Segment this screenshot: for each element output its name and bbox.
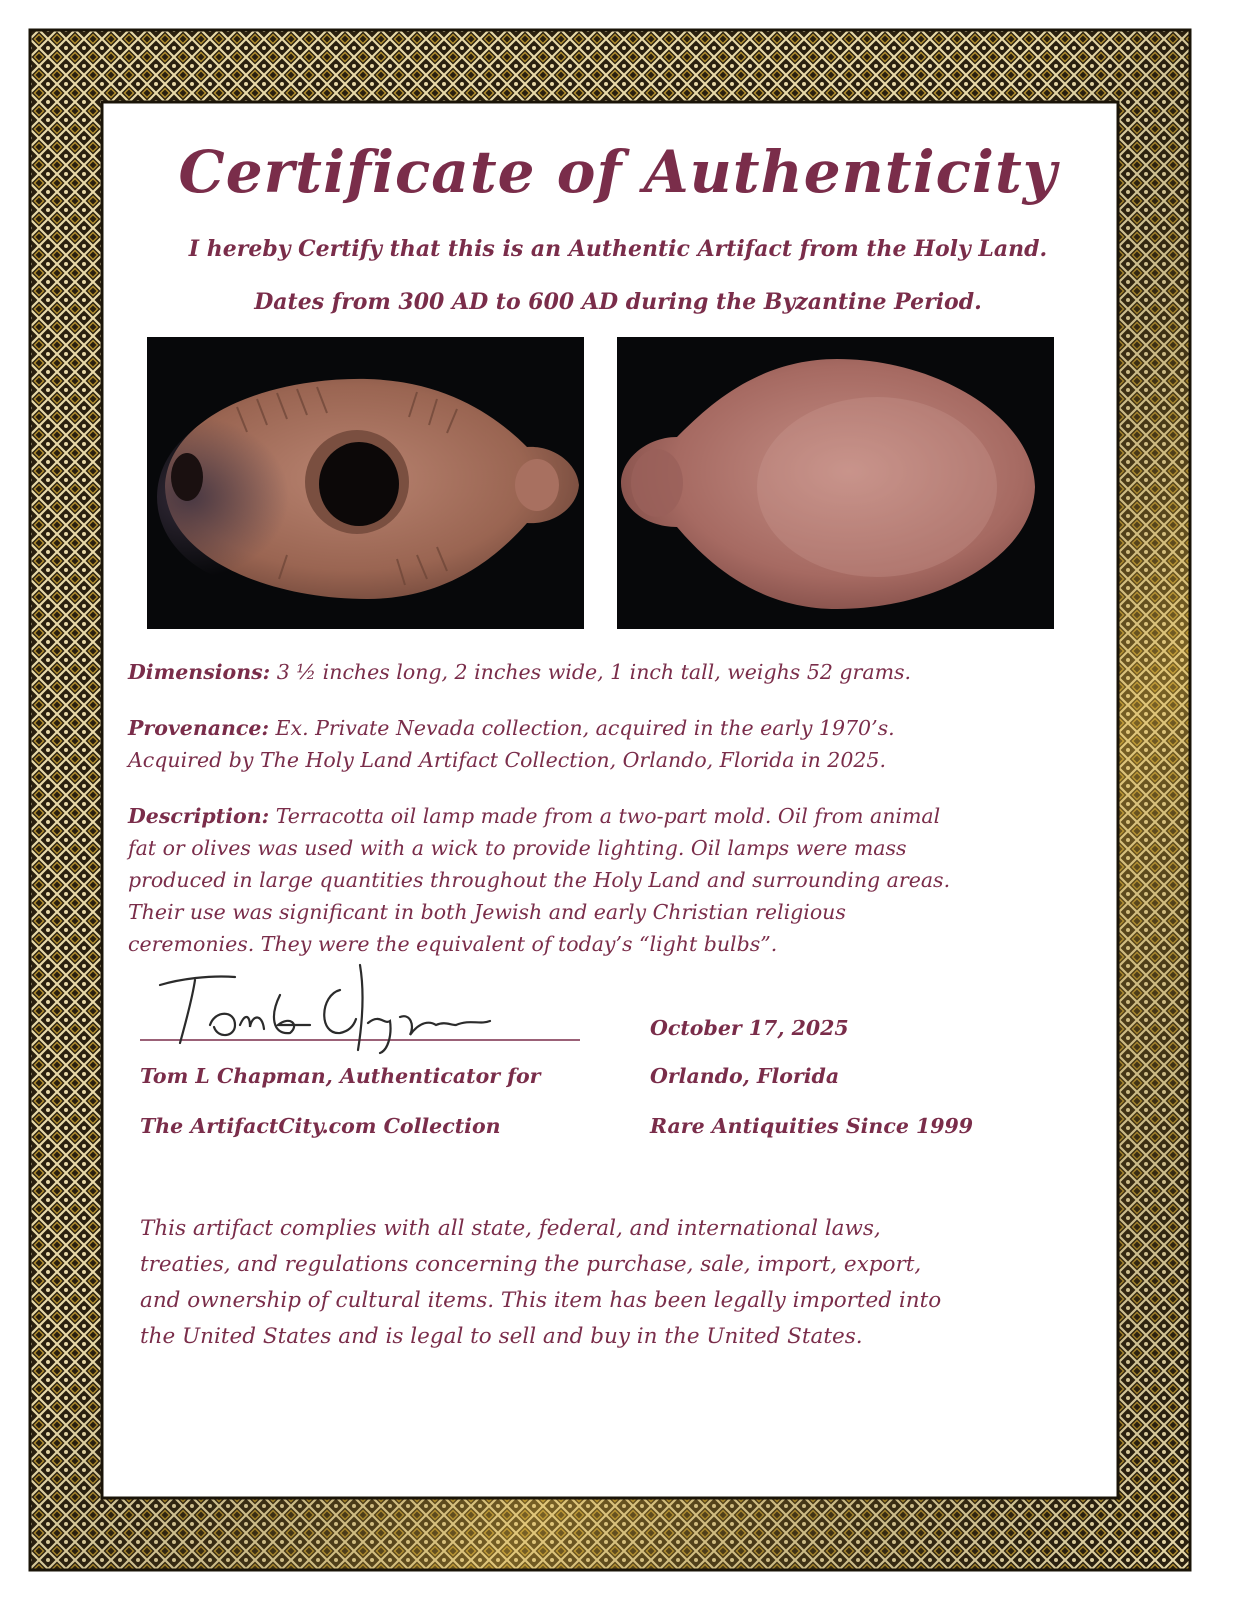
legal-compliance-statement (140, 1211, 1100, 1355)
description-line: Their use was significant in both Jewish and early Christian religious (128, 900, 846, 924)
description-label: Description: (128, 804, 270, 828)
description-line: fat or olives was used with a wick to provide lighting. Oil lamps were mass (128, 836, 907, 860)
dimensions-paragraph (128, 656, 1118, 688)
legal-line: and ownership of cultural items. This item has been legally imported into (140, 1288, 942, 1313)
lamp-bottom-photo (617, 337, 1054, 629)
description-line: ceremonies. They were the equivalent of today’s “light bulbs”. (128, 932, 778, 956)
provenance-line: Acquired by The Holy Land Artifact Collection, Orlando, Florida in 2025. (128, 748, 886, 772)
certify-statement: I hereby Certify that this is an Authentic Artifact from the Holy Land. (188, 236, 1048, 262)
legal-line: the United States and is legal to sell and buy in the United States. (140, 1324, 863, 1349)
legal-line: treaties, and regulations concerning the purchase, sale, import, export, (140, 1252, 922, 1277)
provenance-paragraph (128, 712, 1118, 776)
certificate-title: Certificate of Authenticity (178, 138, 1058, 206)
description-line: produced in large quantities throughout the Holy Land and surrounding areas. (128, 868, 951, 892)
authenticator-collection: The ArtifactCity.com Collection (140, 1114, 501, 1138)
issue-date: October 17, 2025 (650, 1016, 849, 1040)
description-line: Terracotta oil lamp made from a two-part mold. Oil from animal (269, 804, 941, 828)
authenticator-signature (140, 955, 600, 1055)
provenance-line: Ex. Private Nevada collection, acquired in the early 1970’s. (269, 716, 895, 740)
issue-place: Orlando, Florida (650, 1064, 840, 1088)
legal-line: This artifact complies with all state, federal, and international laws, (140, 1216, 881, 1241)
dimensions-label: Dimensions: (128, 660, 271, 684)
period-statement: Dates from 300 AD to 600 AD during the Byzantine Period. (254, 289, 982, 315)
dimensions-text: 3 ½ inches long, 2 inches wide, 1 inch tall, weighs 52 grams. (270, 660, 912, 684)
provenance-label: Provenance: (128, 716, 270, 740)
authenticator-name: Tom L Chapman, Authenticator for (140, 1064, 541, 1088)
lamp-top-photo (147, 337, 584, 629)
business-tagline: Rare Antiquities Since 1999 (650, 1114, 974, 1138)
description-paragraph (128, 800, 1118, 960)
